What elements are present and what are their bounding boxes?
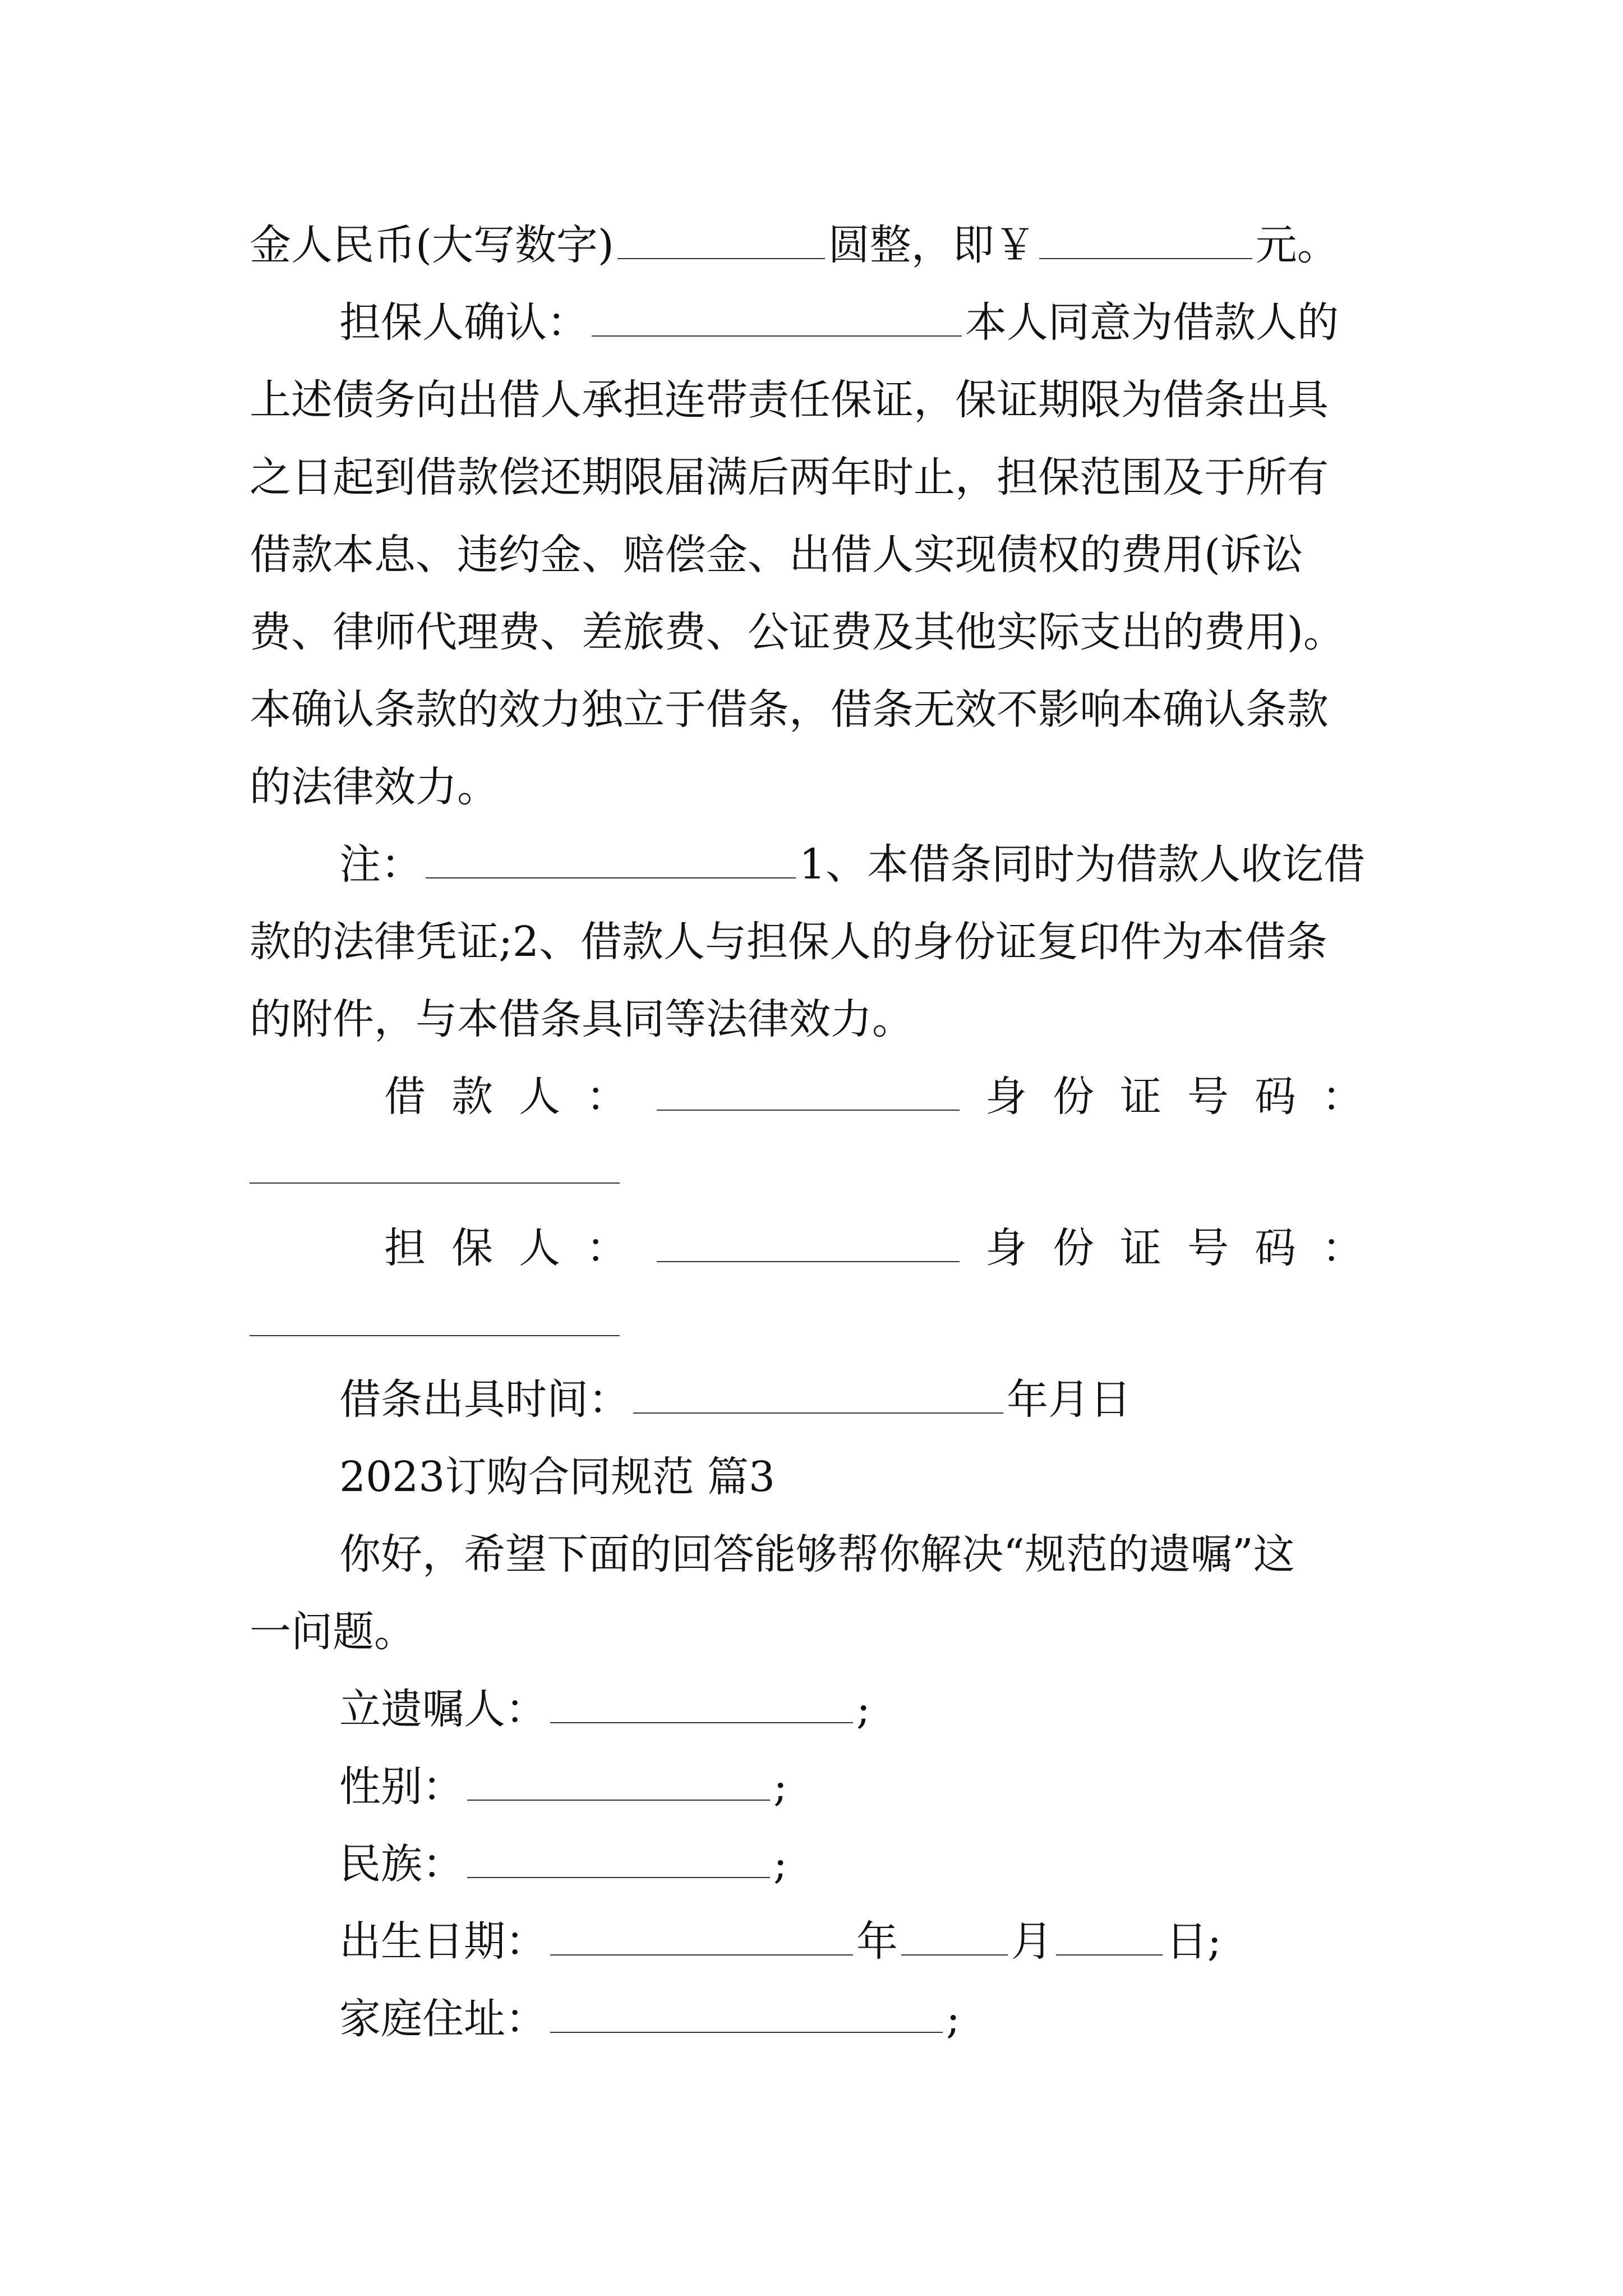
guarantor-line [339, 1206, 1483, 1290]
testator-label: 立遗嘱人： [339, 1685, 547, 1733]
borrower-line [339, 1055, 1483, 1139]
borrower-id-blank [250, 1182, 620, 1184]
issue-date-suffix: 年月日 [1007, 1375, 1131, 1424]
paragraph-line: 款的法律凭证;2、借款人与担保人的身份证复印件为本借条 [250, 918, 1328, 966]
amount-figure-blank [1039, 222, 1252, 259]
gender-blank [467, 1764, 770, 1801]
borrower-label: 借款人： [384, 1073, 653, 1121]
guarantor-confirm-text: 本人同意为借款人的 [965, 298, 1339, 347]
address-line [339, 1977, 1483, 2061]
amount-mid-text: 圆整，即￥ [828, 221, 1036, 269]
guarantor-id-label: 身份证号码： [985, 1224, 1389, 1272]
birth-month-label: 月 [1011, 1917, 1053, 1966]
birth-month-blank [901, 1918, 1008, 1955]
birthdate-label: 出生日期： [339, 1917, 547, 1966]
amount-label: 金人民币(大写数字) [250, 221, 614, 269]
paragraph-line: 的附件，与本借条具同等法律效力。 [250, 995, 914, 1043]
paragraph-line: 的法律效力。 [250, 763, 499, 811]
amount-line [250, 203, 1394, 287]
paragraph-line: 借款本息、违约金、赔偿金、出借人实现债权的费用(诉讼 [250, 531, 1303, 579]
paragraph-line: 之日起到借款偿还期限届满后两年时止，担保范围及于所有 [250, 453, 1329, 501]
address-end: ; [946, 1995, 960, 2043]
borrower-name-blank [657, 1074, 960, 1111]
birth-day-label: 日; [1166, 1917, 1221, 1966]
gender-end: ; [773, 1763, 787, 1811]
guarantor-name-blank [657, 1225, 960, 1262]
testator-line [339, 1667, 1483, 1751]
address-label: 家庭住址： [339, 1995, 547, 2043]
note-blank [426, 841, 796, 878]
paragraph-line: 一问题。 [250, 1608, 416, 1656]
note-label: 注： [339, 840, 422, 889]
issue-date-label: 借条出具时间： [339, 1375, 630, 1424]
address-blank [550, 1996, 943, 2033]
guarantor-id-blank [250, 1335, 620, 1336]
testator-end: ; [856, 1685, 870, 1733]
guarantor-confirm-label: 担保人确认： [339, 298, 588, 347]
paragraph-line: 上述债务向出借人承担连带责任保证，保证期限为借条出具 [250, 376, 1329, 424]
issue-date-line [339, 1358, 1483, 1442]
note-text: 1、本借条同时为借款人收讫借 [799, 840, 1366, 889]
paragraph-line: 费、律师代理费、差旅费、公证费及其他实际支出的费用)。 [250, 608, 1345, 656]
birth-day-blank [1056, 1918, 1163, 1955]
borrower-id-label: 身份证号码： [985, 1073, 1389, 1121]
amount-unit: 元。 [1255, 221, 1339, 269]
paragraph-line: 本确认条款的效力独立于借条，借条无效不影响本确认条款 [250, 685, 1329, 734]
ethnicity-blank [467, 1841, 770, 1878]
ethnicity-line [339, 1822, 1483, 1906]
amount-words-blank [617, 222, 825, 259]
issue-date-blank [633, 1377, 1003, 1414]
section-heading: 2023订购合同规范 篇3 [339, 1453, 775, 1501]
guarantor-confirm-line [339, 280, 1483, 365]
ethnicity-label: 民族： [339, 1840, 464, 1888]
birth-year-blank [550, 1918, 853, 1955]
birthdate-line [339, 1899, 1483, 1984]
gender-line [339, 1745, 1483, 1829]
guarantor-label: 担保人： [384, 1224, 653, 1272]
note-line [339, 822, 1483, 907]
ethnicity-end: ; [773, 1840, 787, 1888]
guarantor-confirm-blank [592, 300, 962, 337]
testator-blank [550, 1686, 853, 1723]
birth-year-label: 年 [856, 1917, 898, 1966]
gender-label: 性别： [339, 1763, 464, 1811]
paragraph-line: 你好，希望下面的回答能够帮你解决“规范的遗嘱”这 [339, 1530, 1295, 1579]
